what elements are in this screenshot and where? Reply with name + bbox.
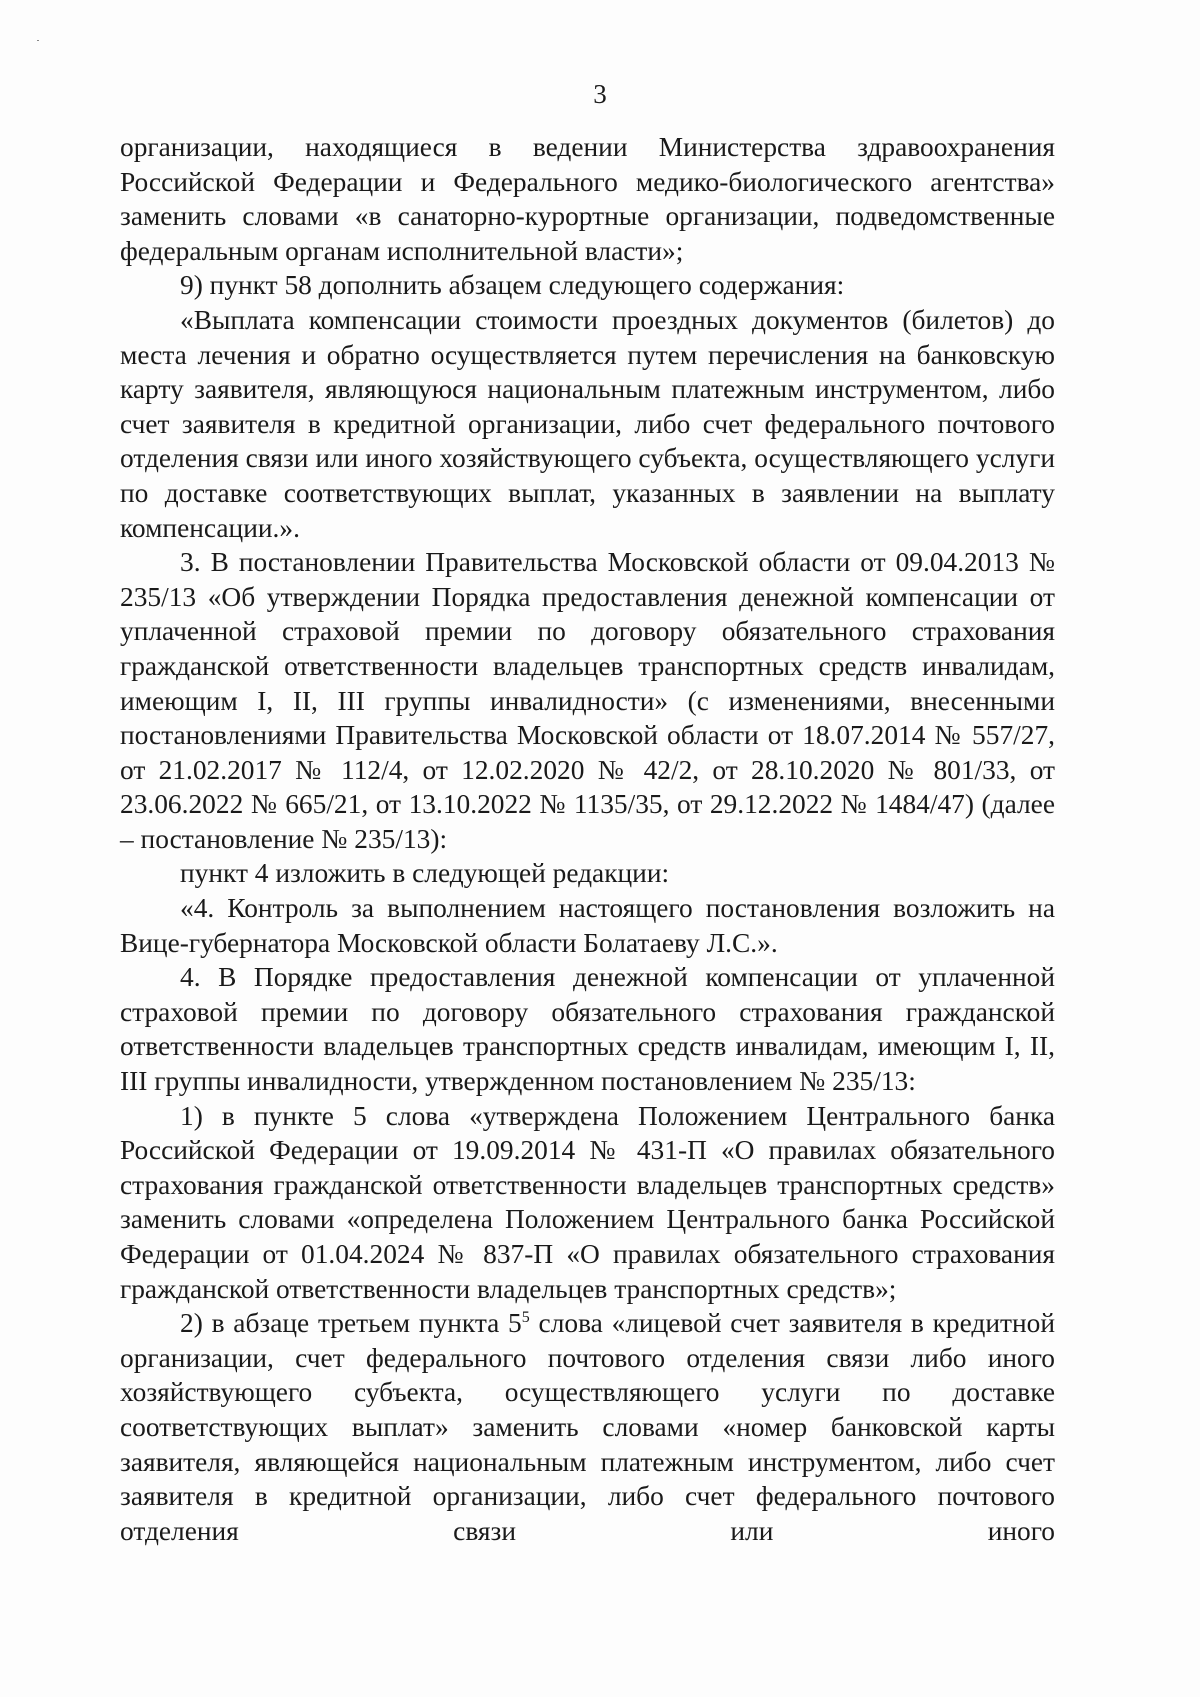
paragraph-section-4: 4. В Порядке предоставления денежной компенсации от уплаченной страховой премии по договору обязательного страхования гражданской ответственности владельцев транспортных средств инвалидам, имеющим I, II, III группы инвалидности, утвержденном постановлением № 235/13: (120, 962, 1055, 1097)
paragraph-item-1: 1) в пункте 5 слова «утверждена Положением Центрального банка Российской Федерации от 19.09.2014 № 431-П «О правилах обязательного страхования гражданской ответственности владельцев транспортных средств» заменить словами «определена Положением Центрального банка Российской Федерации от 01.04.2024 № 837-П «О правилах обязательного страхования гражданской ответственности владельцев транспортных средств»; (120, 1100, 1055, 1304)
paragraph-section-3: 3. В постановлении Правительства Московской области от 09.04.2013 № 235/13 «Об утверждении Порядка предоставления денежной компенсации от уплаченной страховой премии по договору обязательного страхования гражданской ответственности владельцев транспортных средств инвалидам, имеющим I, II, III группы инвалидности» (с изменениями, внесенными постановлениями Правительства Московской области от 18.07.2014 № 557/27, от 21.02.2017 № 112/4, от 12.02.2020 № 42/2, от 28.10.2020 № 801/33, от 23.06.2022 № 665/21, от 13.10.2022 № 1135/35, от 29.12.2022 № 1484/47) (далее – постановление № 235/13): (120, 547, 1055, 854)
paragraph-item-2 (120, 1306, 1055, 1548)
superscript-5: 5 (521, 1309, 530, 1327)
document-body (120, 130, 1055, 1548)
paragraph-continuation: организации, находящиеся в ведении Министерства здравоохранения Российской Федерации и Федерального медико-биологического агентства» заменить словами «в санаторно-курортные организации, подведомственные федеральным органам исполнительной власти»; (120, 132, 1055, 266)
scan-speck (37, 40, 39, 41)
paragraph-quote-compensation: «Выплата компенсации стоимости проездных документов (билетов) до места лечения и обратно осуществляется путем перечисления на банковскую карту заявителя, являющуюся национальным платежным инструментом, либо счет заявителя в кредитной организации, либо счет федерального почтового отделения связи или иного хозяйствующего субъекта, осуществляющего услуги по доставке соответствующих выплат, указанных в заявлении на выплату компенсации.». (120, 304, 1055, 543)
paragraph-quote-control: «4. Контроль за выполнением настоящего постановления возложить на Вице-губернатора Московской области Болатаеву Л.С.». (120, 893, 1055, 958)
paragraph-item-2-rest: слова «лицевой счет заявителя в кредитной организации, счет федерального почтового отделения связи либо иного хозяйствующего субъекта, осуществляющего услуги по доставке соответствующих выплат» заменить словами «номер банковской карты заявителя, являющейся национальным платежным инструментом, либо счет заявителя в кредитной организации, либо счет федерального почтового отделения связи или иного (120, 1308, 1056, 1546)
paragraph-item-4-intro: пункт 4 изложить в следующей редакции: (180, 858, 670, 889)
paragraph-item-2-start: 2) в абзаце третьем пункта 5 (180, 1308, 522, 1339)
paragraph-item-9: 9) пункт 58 дополнить абзацем следующего содержания: (180, 270, 845, 301)
page-number: 3 (593, 79, 607, 109)
